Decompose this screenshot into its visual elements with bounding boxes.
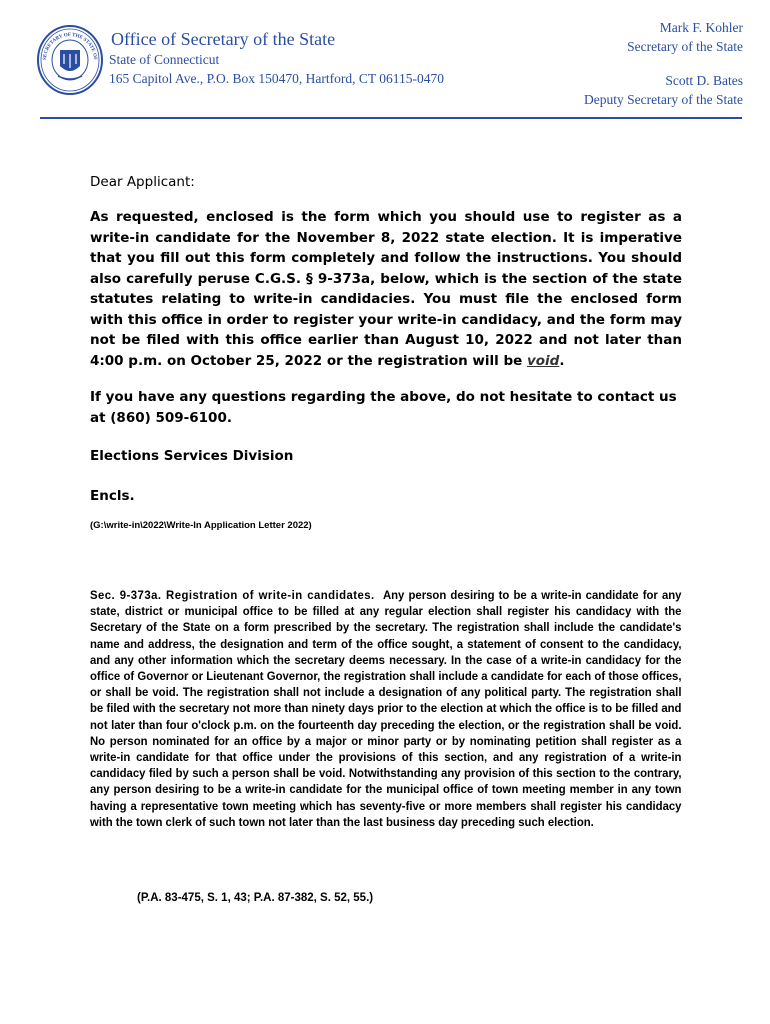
seal-text: SECRETARY OF THE STATE OF — [42, 32, 98, 61]
secretary-name: Mark F. Kohler — [659, 20, 743, 35]
office-state: State of Connecticut — [109, 52, 220, 67]
instructions-end: . — [559, 352, 565, 369]
secretary-title: Secretary of the State — [627, 39, 743, 54]
office-address: 165 Capitol Ave., P.O. Box 150470, Hartford, CT 06115-0470 — [109, 71, 444, 86]
deputy-name: Scott D. Bates — [665, 73, 743, 88]
contact-paragraph: If you have any questions regarding the above, do not hesitate to contact us at (860) 509-6100. — [90, 389, 677, 426]
header-divider — [40, 117, 742, 119]
instructions-text: As requested, enclosed is the form which you should use to register as a write-in candidate for the November 8, 2022 state election. It is imperative that you fill out this form completely and follow the instructions. You should also carefully peruse C.G.S. § 9-373a, below, which is the section of the state statutes relating to write-in candidacies. You must file the enclosed form with this office in order to register your write-in candidacy, and the form may not be filed with this office earlier than August 10, 2022 and not later than 4:00 p.m. on October 25, 2022 or the registration will be — [90, 209, 682, 369]
void-emphasis: void — [526, 352, 560, 369]
division-signature: Elections Services Division — [90, 448, 294, 464]
statute-text — [90, 587, 681, 830]
instructions-paragraph — [90, 207, 682, 371]
file-reference: (G:\write-in\2022\Write-In Application Letter 2022) — [90, 520, 312, 531]
enclosures-note: Encls. — [90, 488, 135, 504]
statute-heading: Sec. 9-373a. Registration of write-in candidates. — [90, 588, 375, 602]
state-seal-logo — [36, 24, 104, 96]
office-title: Office of Secretary of the State — [111, 29, 336, 49]
deputy-title: Deputy Secretary of the State — [584, 92, 743, 107]
statute-body: Any person desiring to be a write-in candidate for any state, district or municipal office to be filled at any regular election shall register his candidacy with the Secretary of the State on a form prescribed by the secretary. The registration shall include the candidate's name and address, the designation and term of the office sought, a statement of consent to the candidacy, and any other information which the secretary deems necessary. In the case of a write-in candidacy for the office of Governor or Lieutenant Governor, the registration shall include a candidate for each of those offices, or shall be void. The registration shall not include a designation of any political party. The registration shall be filed with the secretary not more than ninety days prior to the election at which the office is to be filled and not later than four o'clock p.m. on the fourteenth day preceding the election, or the registration shall be void. No person nominated for an office by a major or minor party or by nominating petition shall register as a write-in candidate for that office under the provisions of this section, and any registration of a write-in candidacy filed by such a person shall be void. Notwithstanding any provision of this section to the contrary, any person desiring to be a write-in candidate for the municipal office of town meeting member in any town having a representative town meeting which has seventy-five or more members shall register his candidacy with the town clerk of such town not later than the last business day preceding such election. — [90, 588, 682, 829]
statute-citation: (P.A. 83-475, S. 1, 43; P.A. 87-382, S. 52, 55.) — [137, 892, 374, 904]
greeting: Dear Applicant: — [90, 174, 195, 190]
